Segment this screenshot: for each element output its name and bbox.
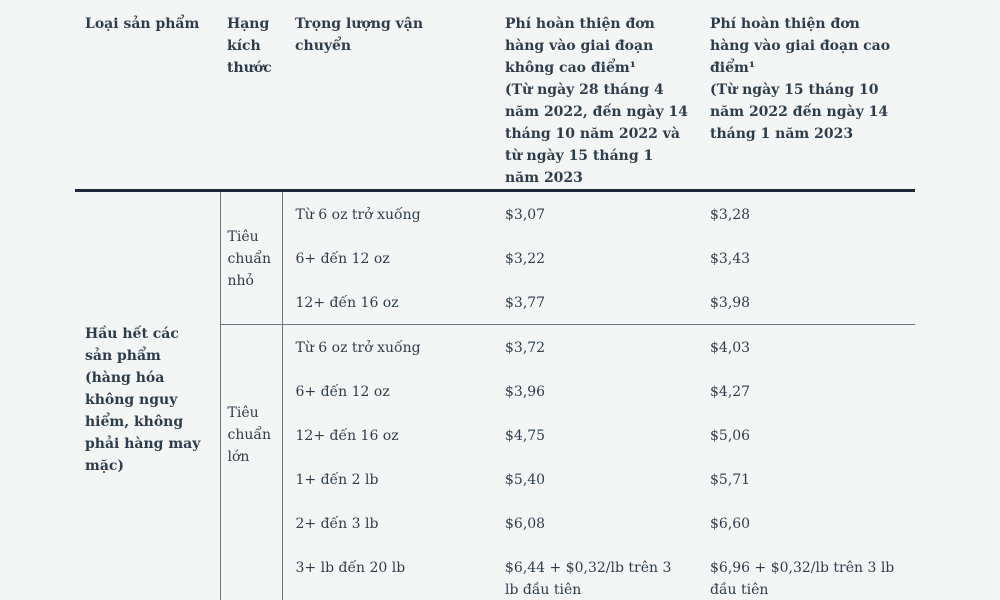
- peak-fee-cell: $5,06: [710, 428, 751, 444]
- header-row: [75, 0, 915, 191]
- peak-fee-cell: $6,60: [710, 516, 751, 532]
- off-peak-fee-cell: $4,75: [505, 428, 546, 444]
- peak-fee-cell: $3,28: [710, 207, 751, 223]
- weight-cell: Từ 6 oz trở xuống: [282, 325, 495, 370]
- size-tier-large-cell: Tiêu chuẩn lớn: [220, 325, 282, 600]
- off-peak-fee-cell: $3,22: [505, 251, 546, 267]
- col-header-size-tier: Hạng kích thước: [220, 0, 282, 191]
- col-header-off-peak-fee: [495, 0, 700, 191]
- fulfillment-fee-table: [75, 0, 915, 600]
- peak-fee-cell: $4,27: [710, 384, 751, 400]
- off-peak-fee-cell: $3,96: [505, 384, 546, 400]
- col-header-peak-fee: [700, 0, 915, 191]
- off-peak-fee-cell: $5,40: [505, 472, 546, 488]
- weight-cell: 3+ lb đến 20 lb: [295, 560, 406, 576]
- weight-cell: 6+ đến 12 oz: [295, 384, 390, 400]
- peak-fee-cell: $4,03: [700, 325, 915, 370]
- off-peak-fee-cell: $6,44 + $0,32/lb trên 3 lb đầu tiên: [505, 560, 672, 598]
- peak-fee-cell: $5,71: [710, 472, 751, 488]
- weight-cell: 12+ đến 16 oz: [295, 295, 399, 311]
- off-peak-fee-dates: (Từ ngày 28 tháng 4 năm 2022, đến ngày 14 tháng 10 năm 2022 và từ ngày 15 tháng 1 năm 2023: [505, 82, 688, 186]
- peak-fee-title: Phí hoàn thiện đơn hàng vào giai đoạn cao điểm¹: [710, 16, 891, 76]
- weight-cell: 1+ đến 2 lb: [295, 472, 379, 488]
- off-peak-fee-cell: $3,07: [505, 207, 546, 223]
- col-header-shipping-weight: Trọng lượng vận chuyển: [282, 0, 495, 191]
- weight-cell: Từ 6 oz trở xuống: [295, 207, 421, 223]
- size-tier-small-cell: Tiêu chuẩn nhỏ: [220, 191, 282, 325]
- off-peak-fee-cell: $6,08: [505, 516, 546, 532]
- product-group-cell: Hầu hết các sản phẩm (hàng hóa không nguy hiểm, không phải hàng may mặc): [75, 191, 220, 600]
- peak-fee-cell: $3,43: [710, 251, 751, 267]
- off-peak-fee-cell: $3,77: [505, 295, 546, 311]
- peak-fee-dates: (Từ ngày 15 tháng 10 năm 2022 đến ngày 14 tháng 1 năm 2023: [710, 82, 889, 142]
- weight-cell: 12+ đến 16 oz: [295, 428, 399, 444]
- off-peak-fee-title: Phí hoàn thiện đơn hàng vào giai đoạn không cao điểm¹: [505, 16, 655, 76]
- peak-fee-cell: $6,96 + $0,32/lb trên 3 lb đầu tiên: [710, 560, 895, 598]
- peak-fee-cell: $3,98: [710, 295, 751, 311]
- table-row: [75, 191, 915, 237]
- weight-cell: 2+ đến 3 lb: [295, 516, 379, 532]
- weight-cell: 6+ đến 12 oz: [295, 251, 390, 267]
- off-peak-fee-cell: $3,72: [495, 325, 700, 370]
- col-header-product-type: Loại sản phẩm: [75, 0, 220, 191]
